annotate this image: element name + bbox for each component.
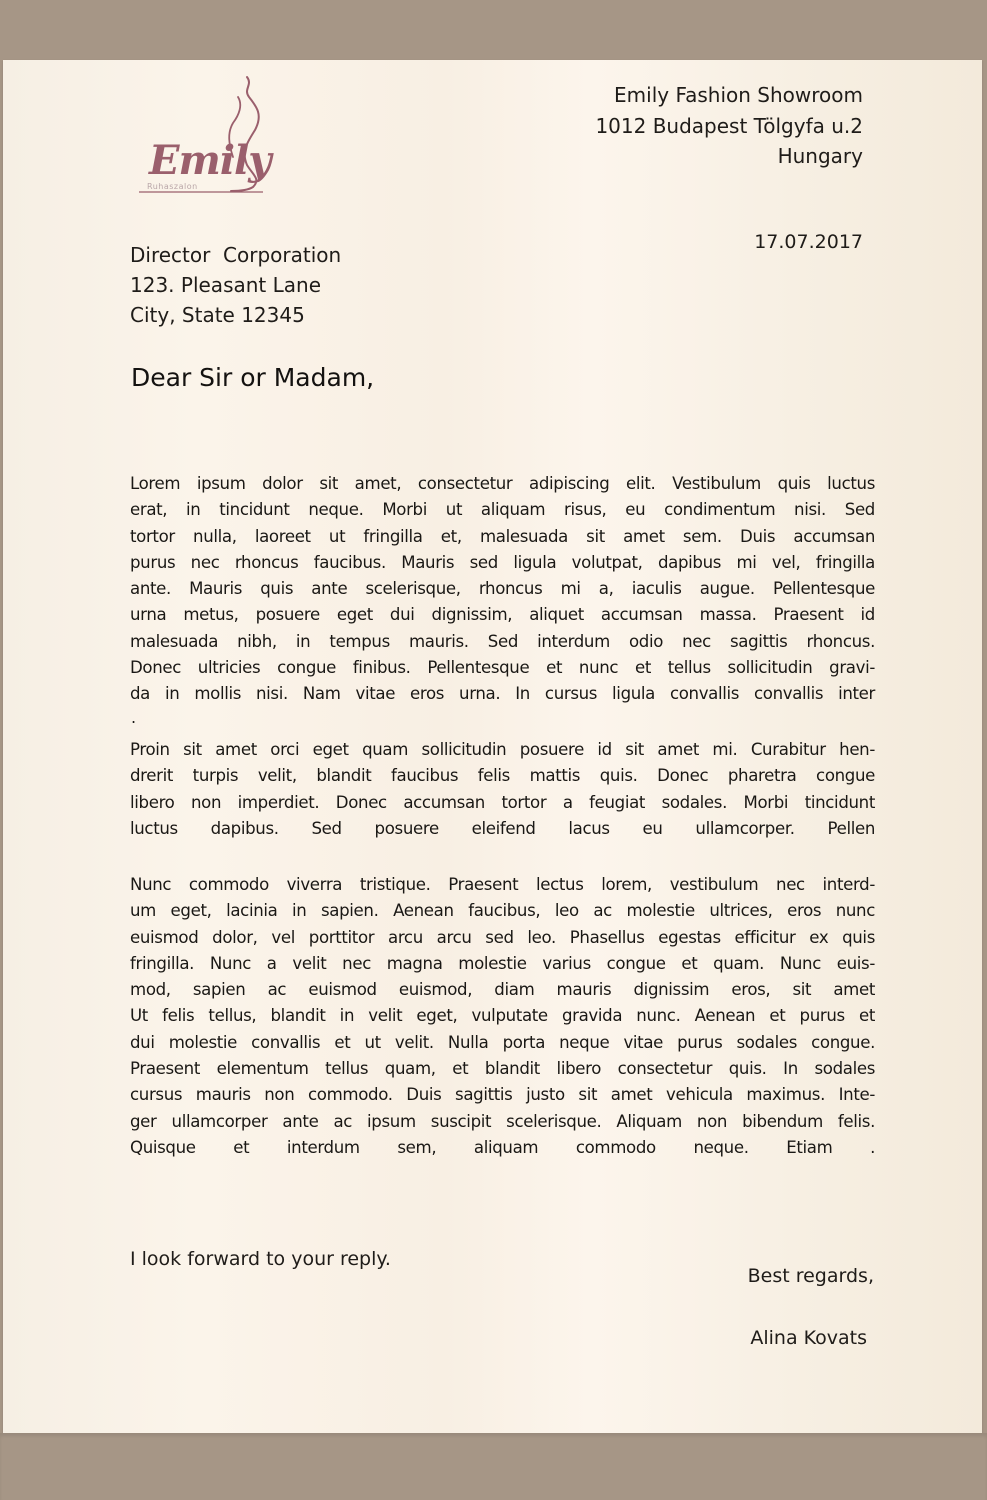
sender-company: Emily Fashion Showroom	[614, 83, 863, 107]
text-line: Praesent elementum tellus quam, et blandit libero consectetur quis. In sodales	[130, 1059, 875, 1079]
text-line: malesuada nibh, in tempus mauris. Sed interdum odio nec sagittis rhoncus.	[130, 631, 875, 651]
text-line: tortor nulla, laoreet ut fringilla et, malesuada sit amet sem. Duis accumsan	[130, 526, 875, 546]
company-logo	[135, 75, 275, 200]
bottom-frame-band	[0, 1433, 987, 1500]
text-line: da in mollis nisi. Nam vitae eros urna. In cursus ligula convallis convallis inter	[130, 684, 875, 704]
sender-country: Hungary	[777, 144, 863, 168]
salutation: Dear Sir or Madam,	[131, 363, 375, 392]
sender-street: 1012 Budapest Tölgyfa u.2	[595, 113, 863, 138]
signer-name: Alina Kovats	[750, 1327, 867, 1349]
text-line: ante. Mauris quis ante scelerisque, rhoncus mi a, iaculis augue. Pellentesque	[130, 579, 875, 599]
recipient-city: City, State 12345	[130, 303, 305, 327]
text-line: mod, sapien ac euismod euismod, diam mauris dignissim eros, sit amet	[130, 980, 875, 1000]
text-line: dui molestie convallis et ut velit. Nulla porta neque vitae purus sodales congue.	[130, 1032, 875, 1052]
text-line: urna metus, posuere eget dui dignissim, aliquet accumsan massa. Praesent id	[130, 605, 875, 625]
text-line: Donec ultricies congue finibus. Pellentesque et nunc et tellus sollicitudin gravi-	[130, 658, 875, 678]
text-line: ger ullamcorper ante ac ipsum suscipit scelerisque. Aliquam non bibendum felis.	[130, 1111, 875, 1131]
top-frame-band	[0, 0, 987, 60]
recipient-name: Director Corporation	[130, 243, 342, 267]
text-line: purus nec rhoncus faucibus. Mauris sed ligula volutpat, dapibus mi vel, fringilla	[130, 552, 875, 572]
text-line: Ut felis tellus, blandit in velit eget, vulputate gravida nunc. Aenean et purus et	[130, 1006, 875, 1026]
recipient-address-block	[130, 240, 341, 330]
body-paragraph-3	[130, 872, 875, 1161]
text-line: Proin sit amet orci eget quam sollicitudin posuere id sit amet mi. Curabitur hen-	[130, 740, 875, 759]
sign-off: Best regards,	[747, 1265, 874, 1287]
logo-wordmark: Emily	[149, 137, 271, 184]
sender-address-block	[595, 80, 863, 172]
text-line: fringilla. Nunc a velit nec magna molestie varius congue et quam. Nunc euis-	[130, 953, 875, 973]
text-line: drerit turpis velit, blandit faucibus felis mattis quis. Donec pharetra congue	[130, 766, 875, 786]
text-line: euismod dolor, vel porttitor arcu arcu sed leo. Phasellus egestas efficitur ex quis	[130, 927, 875, 947]
text-line: Nunc commodo viverra tristique. Praesent lectus lorem, vestibulum nec interd-	[130, 875, 875, 894]
letter-date: 17.07.2017	[754, 231, 863, 253]
text-line: libero non imperdiet. Donec accumsan tortor a feugiat sodales. Morbi tincidunt	[130, 792, 875, 812]
closing-line: I look forward to your reply.	[130, 1248, 391, 1270]
text-line: um eget, lacinia in sapien. Aenean faucibus, leo ac molestie ultrices, eros nunc	[130, 901, 875, 921]
paragraph-1-terminal-dot: .	[131, 708, 137, 727]
text-line: Lorem ipsum dolor sit amet, consectetur adipiscing elit. Vestibulum quis luctus	[130, 474, 875, 493]
text-line: Quisque et interdum sem, aliquam commodo neque. Etiam .	[130, 1137, 875, 1157]
text-line: cursus mauris non commodo. Duis sagittis justo sit amet vehicula maximus. Inte-	[130, 1085, 875, 1105]
body-paragraph-1	[130, 471, 875, 708]
text-line: erat, in tincidunt neque. Morbi ut aliquam risus, eu condimentum nisi. Sed	[130, 500, 875, 520]
body-paragraph-2	[130, 737, 875, 842]
text-line: luctus dapibus. Sed posuere eleifend lacus eu ullamcorper. Pellen	[130, 818, 875, 838]
logo-subtitle: Ruhaszalon	[147, 182, 198, 191]
recipient-street: 123. Pleasant Lane	[130, 273, 321, 297]
